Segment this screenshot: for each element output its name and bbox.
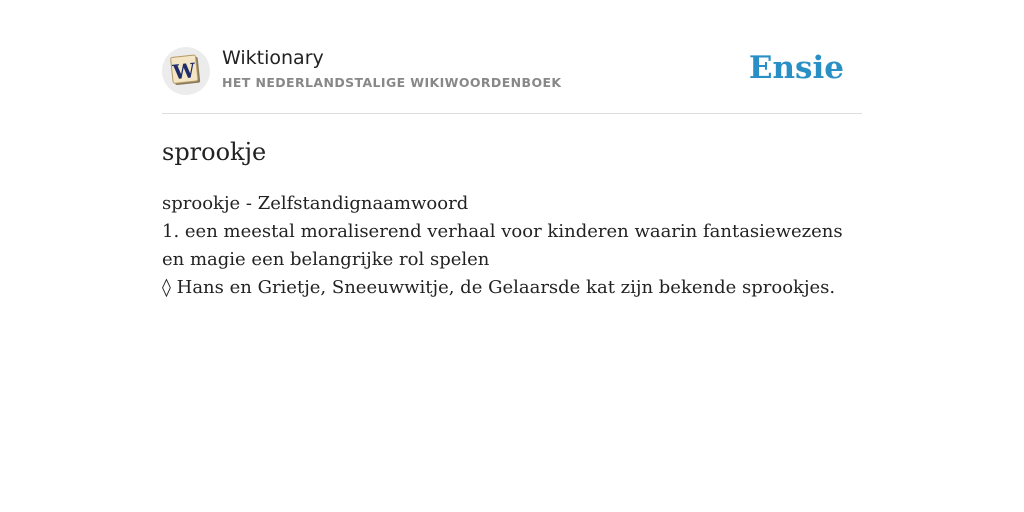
wiktionary-logo-icon[interactable]	[162, 47, 210, 95]
example-text: ◊ Hans en Grietje, Sneeuwwitje, de Gelaarsde kat zijn bekende sprookjes.	[162, 277, 836, 298]
svg-text:W: W	[171, 58, 197, 85]
site-tagline: HET NEDERLANDSTALIGE WIKIWOORDENBOEK	[222, 75, 562, 90]
entry-title: sprookje	[162, 138, 267, 166]
entry-body	[162, 190, 862, 302]
definition-text: 1. een meestal moraliserend verhaal voor kinderen waarin fantasiewezens en magie een belangrijke rol spelen	[162, 221, 843, 270]
wiktionary-logo-graphic	[162, 47, 210, 95]
site-name[interactable]: Wiktionary	[222, 47, 324, 69]
part-of-speech-line: sprookje - Zelfstandignaamwoord	[162, 193, 469, 214]
site-header	[162, 0, 862, 114]
ensie-brand-link[interactable]: Ensie	[748, 50, 844, 86]
page-container	[162, 0, 862, 298]
